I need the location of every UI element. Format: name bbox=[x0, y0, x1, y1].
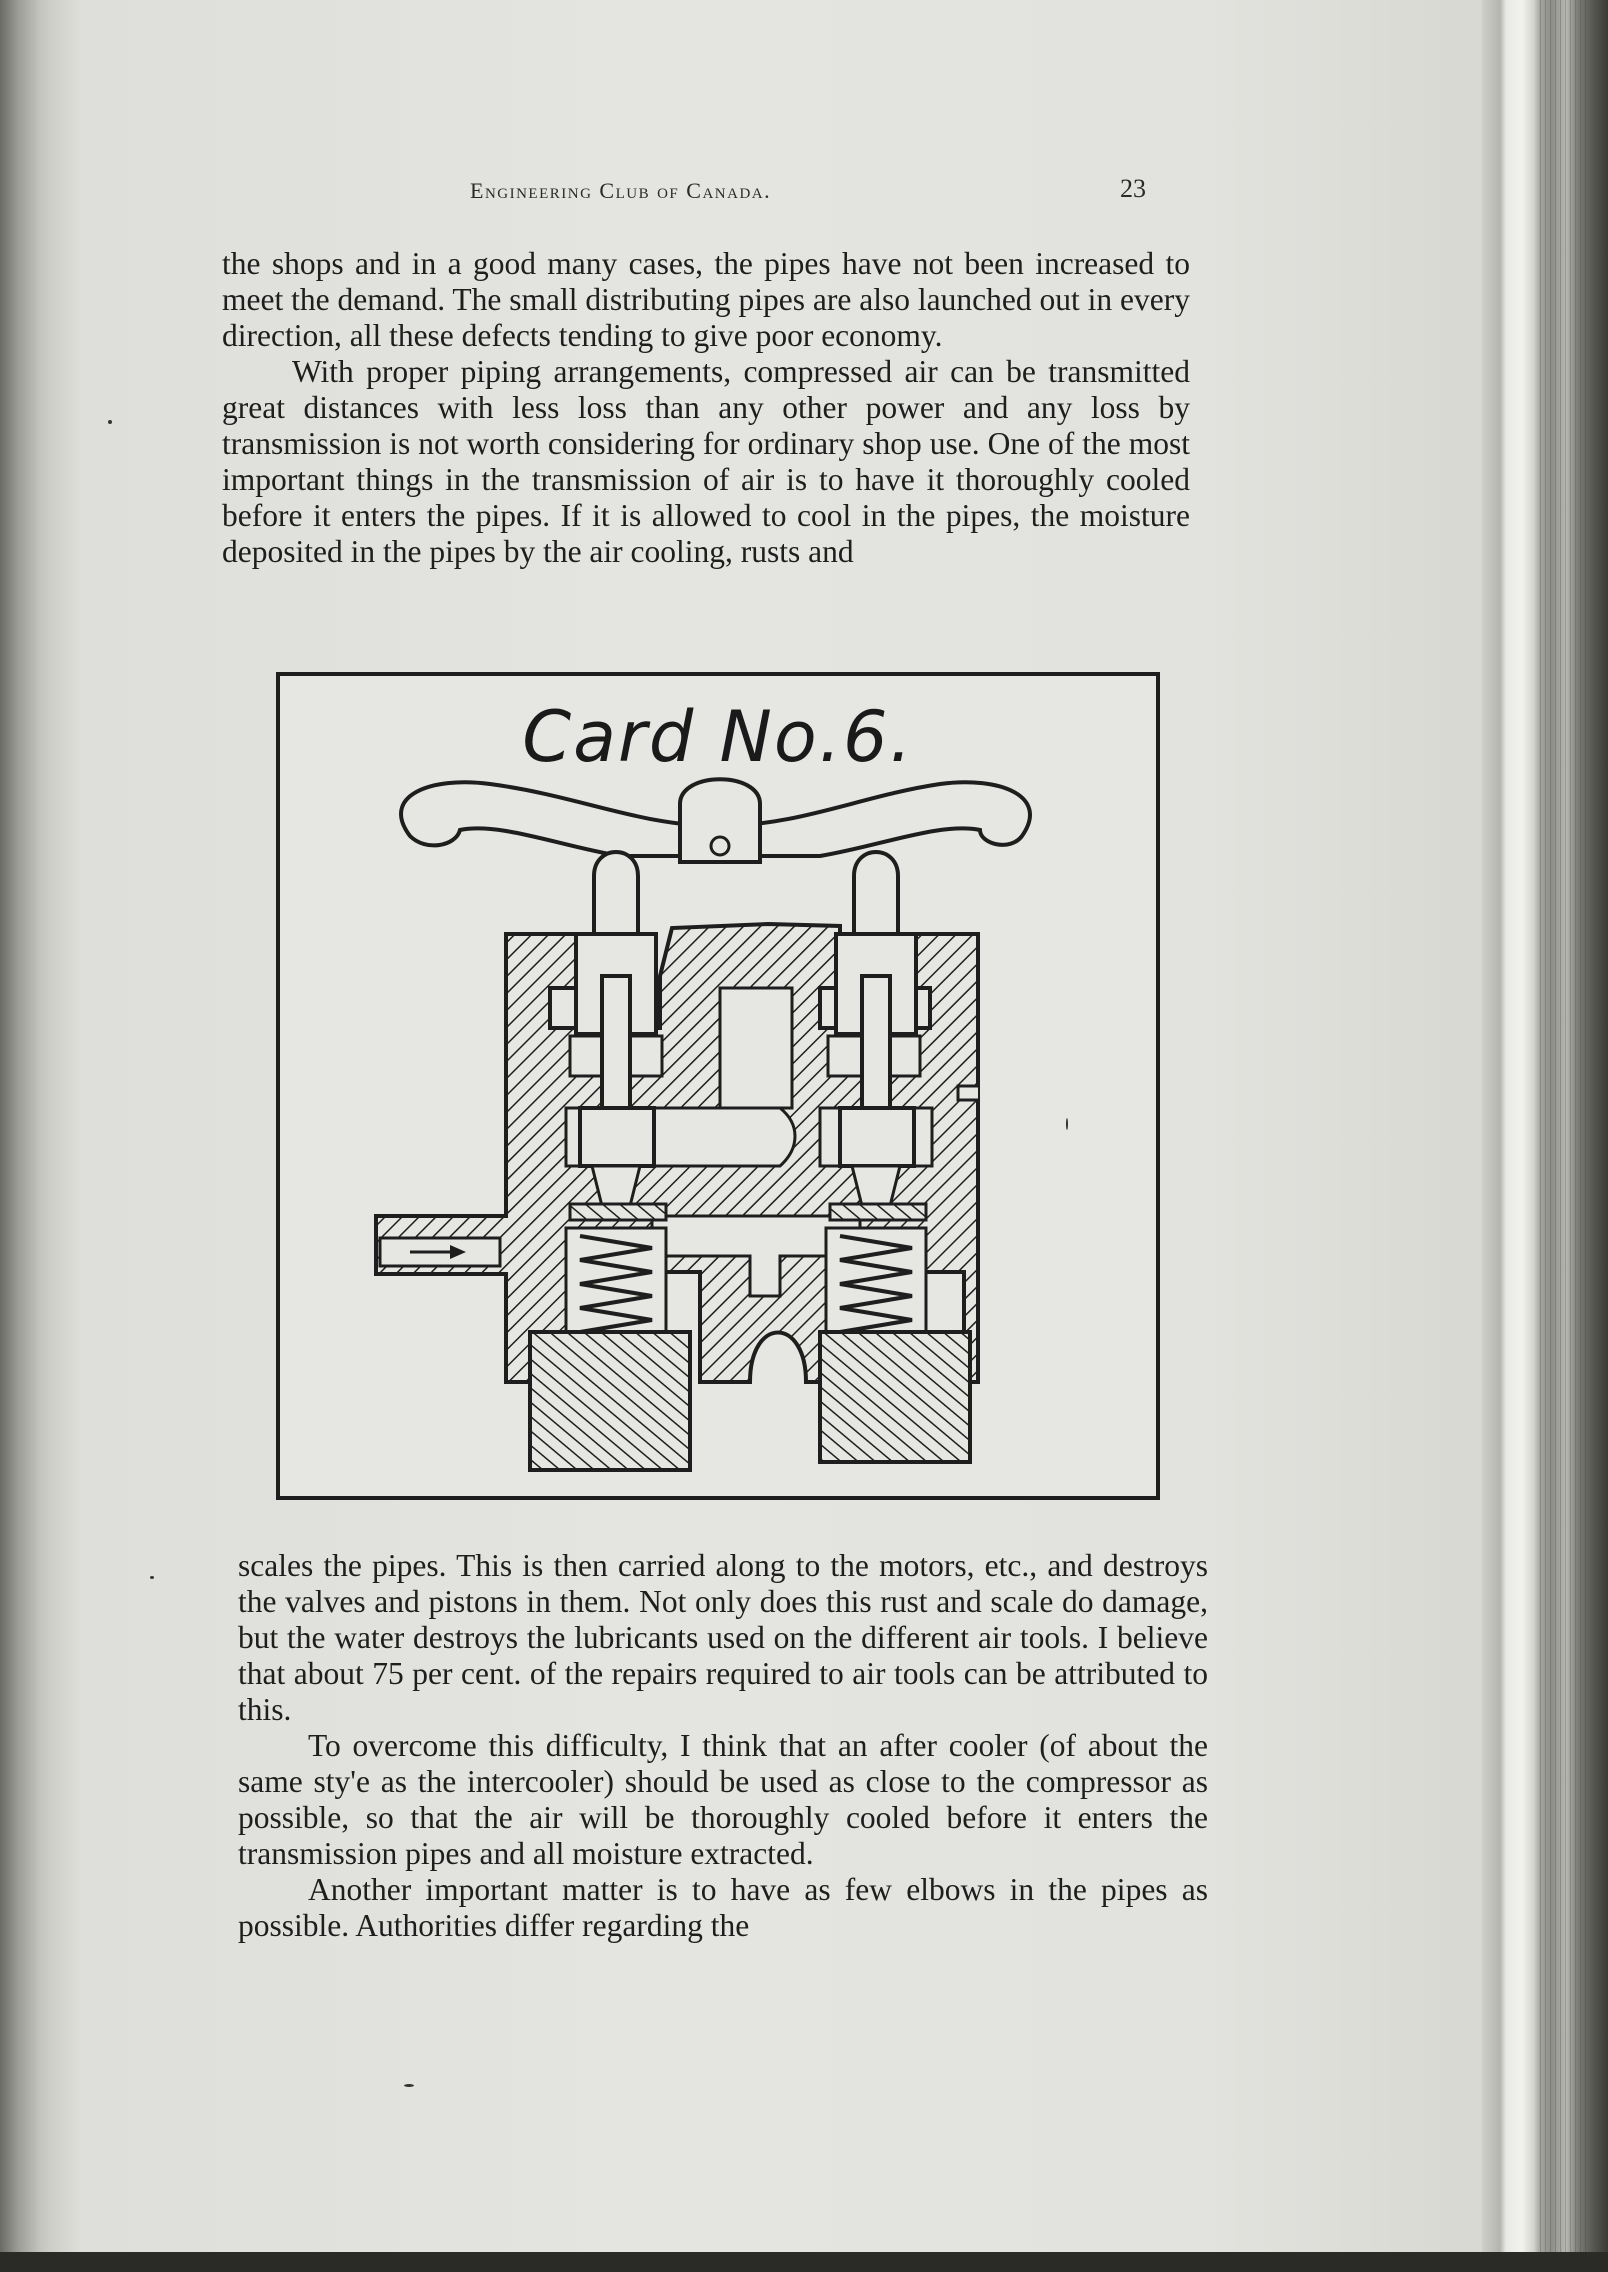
scan-bottom-edge bbox=[0, 2252, 1608, 2272]
left-plunger bbox=[570, 852, 666, 1220]
left-page-edge bbox=[0, 0, 52, 2272]
dust-speck bbox=[150, 1576, 154, 1579]
left-bottom-plug bbox=[530, 1332, 690, 1470]
side-port bbox=[958, 1086, 978, 1100]
paragraph: To overcome this difficulty, I think that an after cooler (of about the same sty'e as the intercooler) should be used as close to the compressor as possible, so that the air will be thoroughly cooled before it enters the transmission pipes and all moisture extracted. bbox=[238, 1728, 1208, 1871]
running-header: Engineering Club of Canada. bbox=[470, 178, 772, 203]
dust-speck bbox=[1066, 1118, 1068, 1130]
dust-speck bbox=[108, 420, 112, 424]
right-plunger bbox=[830, 852, 926, 1220]
paragraph: scales the pipes. This is then carried along to the motors, etc., and destroys the valves and pistons in them. Not only does this rust and scale do damage, but the water destroys the lubricants used on the different air tools. I believe that about 75 per cent. of the repairs required to air tools can be attributed to this. bbox=[238, 1548, 1208, 1727]
body-text-bottom bbox=[238, 1548, 1208, 1944]
figure-title: Card No.6. bbox=[522, 696, 914, 778]
paragraph: With proper piping arrangements, compressed air can be transmitted great distances with less loss than any other power and any loss by transmission is not worth considering for ordinary shop use. One of the most important things in the transmission of air is to have it thoroughly cooled before it enters the pipes. If it is allowed to cool in the pipes, the moisture deposited in the pipes by the air cooling, rusts and bbox=[222, 354, 1190, 569]
paragraph: Another important matter is to have as few elbows in the pipes as possible. Authorities differ regarding the bbox=[238, 1872, 1208, 1943]
page-number: 23 bbox=[1120, 174, 1146, 203]
central-passage bbox=[720, 988, 792, 1108]
book-gutter bbox=[52, 0, 82, 2272]
figure-card-no-6 bbox=[276, 672, 1160, 1500]
right-bottom-plug bbox=[820, 1332, 970, 1462]
lever-pivot-block bbox=[680, 779, 760, 862]
valve-cross-section-drawing bbox=[280, 676, 1156, 1496]
paragraph: the shops and in a good many cases, the pipes have not been increased to meet the demand. The small distributing pipes are also launched out in every direction, all these defects tending to give poor economy. bbox=[222, 246, 1190, 353]
body-text-top bbox=[222, 246, 1190, 570]
dust-speck bbox=[404, 2084, 414, 2087]
page-fore-edge bbox=[1482, 0, 1608, 2272]
